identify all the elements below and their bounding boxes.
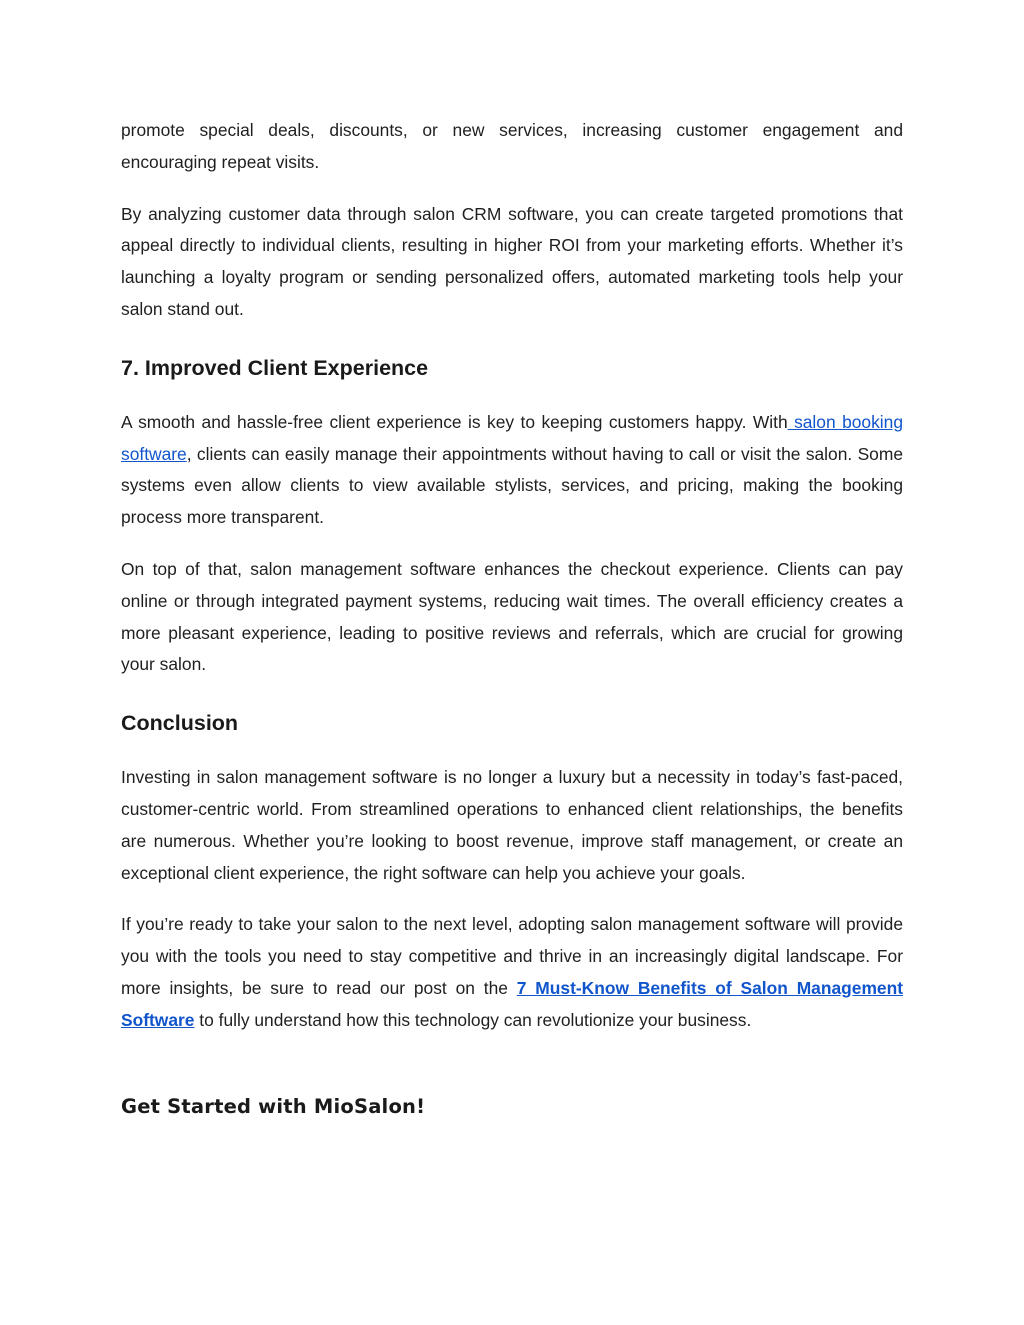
heading-improved-client-experience: 7. Improved Client Experience xyxy=(121,355,429,380)
paragraph-checkout-experience: On top of that, salon management software enhances the checkout experience. Clients can pay online or through integrated payment systems, reducing wait times. The overall efficiency creates a more pleasant experience, leading to positive reviews and referrals, which are crucial for growing your salon. xyxy=(121,558,903,675)
text-segment: A smooth and hassle-free client experience is key to keeping customers happy. With xyxy=(121,411,788,432)
salon-booking-software-link[interactable]: salon booking software xyxy=(121,411,903,464)
text-segment: to fully understand how this technology can revolutionize your business. xyxy=(194,1009,752,1030)
paragraph-intro-continued: promote special deals, discounts, or new services, increasing customer engagement and encouraging repeat visits. xyxy=(121,120,903,172)
benefits-post-link[interactable]: 7 Must-Know Benefits of Salon Management Software xyxy=(121,977,903,1030)
paragraph-next-level xyxy=(121,909,903,1036)
text-segment: , clients can easily manage their appointments without having to call or visit the salon. Some systems even allow clients to view available stylists, services, and pricing, making the booking process more transparent. xyxy=(121,443,903,528)
paragraph-crm: By analyzing customer data through salon CRM software, you can create targeted promotions that appeal directly to individual clients, resulting in higher ROI from your marketing efforts. Whether it’s launching a loyalty program or sending personalized offers, automated marketing tools help your salon stand out. xyxy=(121,203,903,319)
document-page xyxy=(121,115,903,1118)
paragraph-conclusion: Investing in salon management software is no longer a luxury but a necessity in today’s fast-paced, customer-centric world. From streamlined operations to enhanced client relationships, the benefits are numerous. Whether you’re looking to boost revenue, improve staff management, or create an exceptional client experience, the right software can help you achieve your goals. xyxy=(121,767,903,883)
get-started-heading: Get Started with MioSalon! xyxy=(121,1094,426,1118)
paragraph-client-experience xyxy=(121,407,903,534)
text-segment: If you’re ready to take your salon to the next level, adopting salon management software will provide you with the tools you need to stay competitive and thrive in an increasingly digital landscape. For more insights, be sure to read our post on the xyxy=(121,914,903,998)
heading-conclusion: Conclusion xyxy=(121,711,239,736)
